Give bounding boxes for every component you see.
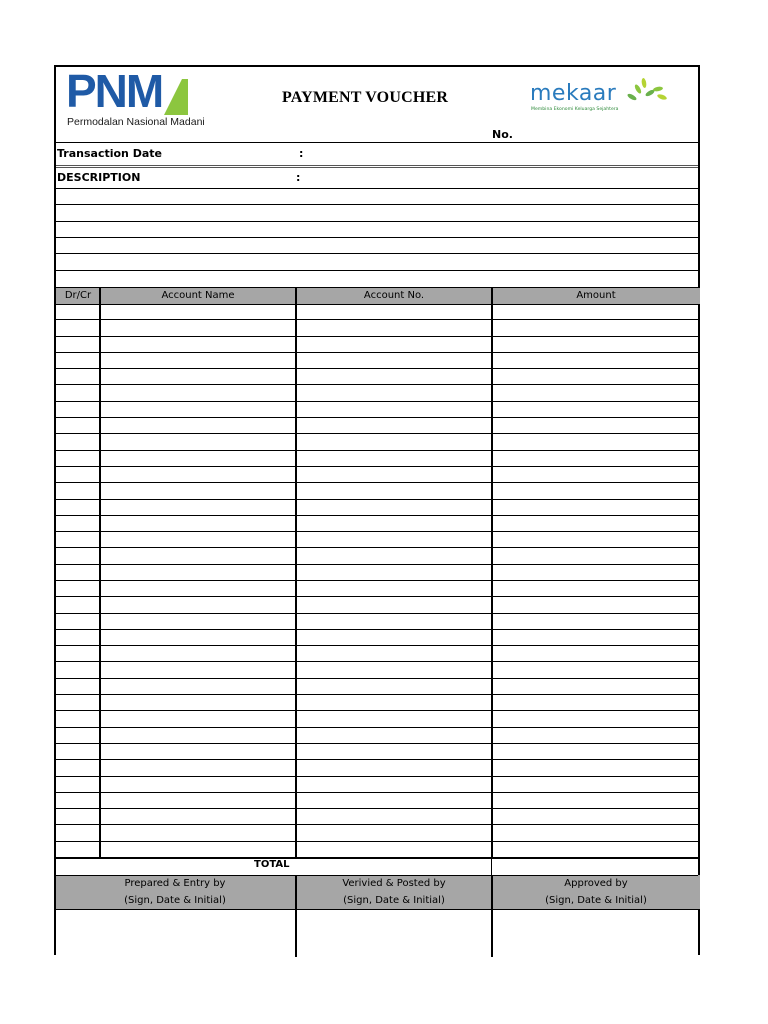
column-header-account-name: Account Name	[161, 290, 235, 301]
account-no-cell[interactable]	[297, 483, 491, 498]
account-name-cell[interactable]	[101, 679, 295, 694]
dr-cr-cell[interactable]	[56, 483, 99, 498]
table-row	[56, 320, 700, 336]
signature-posted	[296, 875, 492, 909]
dr-cr-cell[interactable]	[56, 646, 99, 661]
account-name-cell[interactable]	[101, 402, 295, 417]
account-no-cell[interactable]	[297, 760, 491, 775]
account-no-cell[interactable]	[297, 597, 491, 612]
account-name-cell[interactable]	[101, 434, 295, 449]
account-no-cell[interactable]	[297, 451, 491, 466]
account-no-cell[interactable]	[297, 614, 491, 629]
account-name-cell[interactable]	[101, 320, 295, 335]
account-no-cell[interactable]	[297, 809, 491, 824]
amount-cell[interactable]	[493, 662, 698, 677]
signature-approved	[492, 875, 700, 909]
amount-cell[interactable]	[493, 679, 698, 694]
signature-prepared-note: (Sign, Date & Initial)	[124, 895, 226, 906]
account-name-cell[interactable]	[101, 777, 295, 792]
table-row	[56, 467, 700, 483]
account-no-cell[interactable]	[297, 418, 491, 433]
description-label: DESCRIPTION	[57, 171, 141, 184]
table-row	[56, 695, 700, 711]
dr-cr-cell[interactable]	[56, 304, 99, 319]
amount-cell[interactable]	[493, 581, 698, 596]
amount-cell[interactable]	[493, 614, 698, 629]
total-label: TOTAL	[254, 859, 290, 870]
description-separator: :	[296, 171, 301, 184]
account-name-cell[interactable]	[101, 825, 295, 840]
column-header-account-no: Account No.	[363, 290, 425, 301]
amount-cell[interactable]	[493, 597, 698, 612]
table-row	[56, 679, 700, 695]
amount-cell[interactable]	[493, 500, 698, 515]
dr-cr-cell[interactable]	[56, 434, 99, 449]
account-name-cell[interactable]	[101, 809, 295, 824]
dr-cr-cell[interactable]	[56, 369, 99, 384]
description-line[interactable]	[56, 237, 698, 238]
amount-cell[interactable]	[493, 304, 698, 319]
account-name-cell[interactable]	[101, 304, 295, 319]
account-name-cell[interactable]	[101, 500, 295, 515]
amount-cell[interactable]	[493, 809, 698, 824]
dr-cr-cell[interactable]	[56, 500, 99, 515]
table-row	[56, 728, 700, 744]
account-name-cell[interactable]	[101, 418, 295, 433]
voucher-form	[54, 65, 700, 955]
account-no-cell[interactable]	[297, 662, 491, 677]
amount-cell[interactable]	[493, 760, 698, 775]
table-row	[56, 711, 700, 727]
mekaar-sprout-icon	[622, 77, 668, 107]
description-line[interactable]	[56, 204, 698, 205]
account-no-cell[interactable]	[297, 548, 491, 563]
amount-cell[interactable]	[493, 402, 698, 417]
amount-cell[interactable]	[493, 483, 698, 498]
table-row	[56, 630, 700, 646]
table-row	[56, 418, 700, 434]
dr-cr-cell[interactable]	[56, 825, 99, 840]
amount-cell[interactable]	[493, 418, 698, 433]
description-field[interactable]	[306, 169, 698, 189]
account-no-cell[interactable]	[297, 581, 491, 596]
dr-cr-cell[interactable]	[56, 842, 99, 857]
dr-cr-cell[interactable]	[56, 532, 99, 547]
account-name-cell[interactable]	[101, 728, 295, 743]
table-row	[56, 353, 700, 369]
amount-cell[interactable]	[493, 825, 698, 840]
table-row	[56, 516, 700, 532]
dr-cr-cell[interactable]	[56, 402, 99, 417]
signature-approved-note: (Sign, Date & Initial)	[545, 895, 647, 906]
table-row	[56, 385, 700, 401]
account-name-cell[interactable]	[101, 548, 295, 563]
account-no-cell[interactable]	[297, 320, 491, 335]
amount-cell[interactable]	[493, 451, 698, 466]
description-line[interactable]	[56, 253, 698, 254]
dr-cr-cell[interactable]	[56, 565, 99, 580]
account-name-cell[interactable]	[101, 467, 295, 482]
dr-cr-cell[interactable]	[56, 548, 99, 563]
table-row	[56, 646, 700, 662]
dr-cr-cell[interactable]	[56, 467, 99, 482]
amount-cell[interactable]	[493, 711, 698, 726]
account-no-cell[interactable]	[297, 842, 491, 857]
table-row	[56, 744, 700, 760]
account-name-cell[interactable]	[101, 385, 295, 400]
amount-cell[interactable]	[493, 744, 698, 759]
account-name-cell[interactable]	[101, 646, 295, 661]
signature-posted-note: (Sign, Date & Initial)	[343, 895, 445, 906]
account-no-cell[interactable]	[297, 630, 491, 645]
dr-cr-cell[interactable]	[56, 728, 99, 743]
account-no-cell[interactable]	[297, 532, 491, 547]
amount-cell[interactable]	[493, 516, 698, 531]
account-name-cell[interactable]	[101, 597, 295, 612]
dr-cr-cell[interactable]	[56, 320, 99, 335]
account-no-cell[interactable]	[297, 777, 491, 792]
table-row	[56, 793, 700, 809]
table-row	[56, 337, 700, 353]
account-name-cell[interactable]	[101, 337, 295, 352]
table-row	[56, 304, 700, 320]
account-name-cell[interactable]	[101, 483, 295, 498]
signature-posted-title: Verivied & Posted by	[342, 878, 446, 889]
dr-cr-cell[interactable]	[56, 614, 99, 629]
table-row	[56, 809, 700, 825]
transaction-date-field[interactable]	[306, 144, 698, 164]
account-no-cell[interactable]	[297, 385, 491, 400]
table-row	[56, 597, 700, 613]
account-no-cell[interactable]	[297, 711, 491, 726]
dr-cr-cell[interactable]	[56, 353, 99, 368]
mekaar-logo-tagline: Membina Ekonomi Keluarga Sejahtera	[531, 107, 619, 112]
table-row	[56, 402, 700, 418]
amount-cell[interactable]	[493, 630, 698, 645]
table-row	[56, 565, 700, 581]
table-row	[56, 777, 700, 793]
page-title: PAYMENT VOUCHER	[282, 89, 449, 106]
amount-cell[interactable]	[493, 565, 698, 580]
description-line[interactable]	[56, 270, 698, 271]
account-no-cell[interactable]	[297, 565, 491, 580]
signature-prepared-title: Prepared & Entry by	[124, 878, 226, 889]
amount-cell[interactable]	[493, 369, 698, 384]
table-row	[56, 451, 700, 467]
account-no-cell[interactable]	[297, 679, 491, 694]
mekaar-logo-wordmark: mekaar	[530, 81, 617, 106]
total-amount-field[interactable]	[493, 859, 698, 875]
account-no-cell[interactable]	[297, 402, 491, 417]
account-no-cell[interactable]	[297, 516, 491, 531]
account-name-cell[interactable]	[101, 630, 295, 645]
account-name-cell[interactable]	[101, 695, 295, 710]
account-name-cell[interactable]	[101, 760, 295, 775]
table-row	[56, 842, 700, 858]
table-row	[56, 500, 700, 516]
voucher-number-label: No.	[492, 128, 513, 141]
amount-cell[interactable]	[493, 467, 698, 482]
table-row	[56, 662, 700, 678]
table-row	[56, 825, 700, 841]
account-name-cell[interactable]	[101, 744, 295, 759]
pnm-logo-subtitle: Permodalan Nasional Madani	[67, 116, 205, 128]
table-row	[56, 548, 700, 564]
dr-cr-cell[interactable]	[56, 385, 99, 400]
account-name-cell[interactable]	[101, 353, 295, 368]
account-no-cell[interactable]	[297, 793, 491, 808]
account-no-cell[interactable]	[297, 337, 491, 352]
signature-approved-title: Approved by	[564, 878, 628, 889]
dr-cr-cell[interactable]	[56, 793, 99, 808]
amount-cell[interactable]	[493, 646, 698, 661]
amount-cell[interactable]	[493, 353, 698, 368]
dr-cr-cell[interactable]	[56, 760, 99, 775]
transaction-date-label: Transaction Date	[57, 147, 162, 160]
amount-cell[interactable]	[493, 695, 698, 710]
amount-cell[interactable]	[493, 842, 698, 857]
description-line[interactable]	[56, 221, 698, 222]
column-header-dr-cr: Dr/Cr	[64, 290, 92, 301]
table-row	[56, 614, 700, 630]
account-no-cell[interactable]	[297, 744, 491, 759]
account-no-cell[interactable]	[297, 467, 491, 482]
amount-cell[interactable]	[493, 532, 698, 547]
account-name-cell[interactable]	[101, 565, 295, 580]
dr-cr-cell[interactable]	[56, 630, 99, 645]
account-no-cell[interactable]	[297, 369, 491, 384]
mekaar-logo	[56, 67, 702, 127]
account-name-cell[interactable]	[101, 614, 295, 629]
amount-cell[interactable]	[493, 548, 698, 563]
dr-cr-cell[interactable]	[56, 451, 99, 466]
account-no-cell[interactable]	[297, 304, 491, 319]
signature-box-approved[interactable]	[493, 911, 698, 957]
account-name-cell[interactable]	[101, 516, 295, 531]
dr-cr-cell[interactable]	[56, 418, 99, 433]
account-no-cell[interactable]	[297, 695, 491, 710]
account-name-cell[interactable]	[101, 369, 295, 384]
account-name-cell[interactable]	[101, 711, 295, 726]
dr-cr-cell[interactable]	[56, 679, 99, 694]
dr-cr-cell[interactable]	[56, 581, 99, 596]
table-row	[56, 483, 700, 499]
table-row	[56, 581, 700, 597]
account-no-cell[interactable]	[297, 500, 491, 515]
account-name-cell[interactable]	[101, 842, 295, 857]
table-row	[56, 369, 700, 385]
amount-cell[interactable]	[493, 793, 698, 808]
dr-cr-cell[interactable]	[56, 744, 99, 759]
dr-cr-cell[interactable]	[56, 662, 99, 677]
dr-cr-cell[interactable]	[56, 809, 99, 824]
account-name-cell[interactable]	[101, 532, 295, 547]
table-row	[56, 532, 700, 548]
amount-cell[interactable]	[493, 385, 698, 400]
dr-cr-cell[interactable]	[56, 777, 99, 792]
table-row	[56, 434, 700, 450]
account-name-cell[interactable]	[101, 581, 295, 596]
amount-cell[interactable]	[493, 777, 698, 792]
signature-prepared	[56, 875, 294, 909]
amount-cell[interactable]	[493, 434, 698, 449]
account-no-cell[interactable]	[297, 728, 491, 743]
amount-cell[interactable]	[493, 337, 698, 352]
amount-cell[interactable]	[493, 728, 698, 743]
account-no-cell[interactable]	[297, 646, 491, 661]
account-no-cell[interactable]	[297, 353, 491, 368]
account-no-cell[interactable]	[297, 434, 491, 449]
signature-box-posted[interactable]	[297, 911, 491, 957]
column-header-amount: Amount	[576, 290, 616, 301]
dr-cr-cell[interactable]	[56, 597, 99, 612]
amount-cell[interactable]	[493, 320, 698, 335]
transaction-date-separator: :	[299, 147, 304, 160]
account-name-cell[interactable]	[101, 451, 295, 466]
pnm-logo-wordmark: PNM	[66, 65, 163, 117]
dr-cr-cell[interactable]	[56, 516, 99, 531]
table-row	[56, 760, 700, 776]
dr-cr-cell[interactable]	[56, 711, 99, 726]
dr-cr-cell[interactable]	[56, 337, 99, 352]
account-no-cell[interactable]	[297, 825, 491, 840]
dr-cr-cell[interactable]	[56, 695, 99, 710]
account-name-cell[interactable]	[101, 662, 295, 677]
account-name-cell[interactable]	[101, 793, 295, 808]
signature-box-prepared[interactable]	[56, 911, 294, 957]
